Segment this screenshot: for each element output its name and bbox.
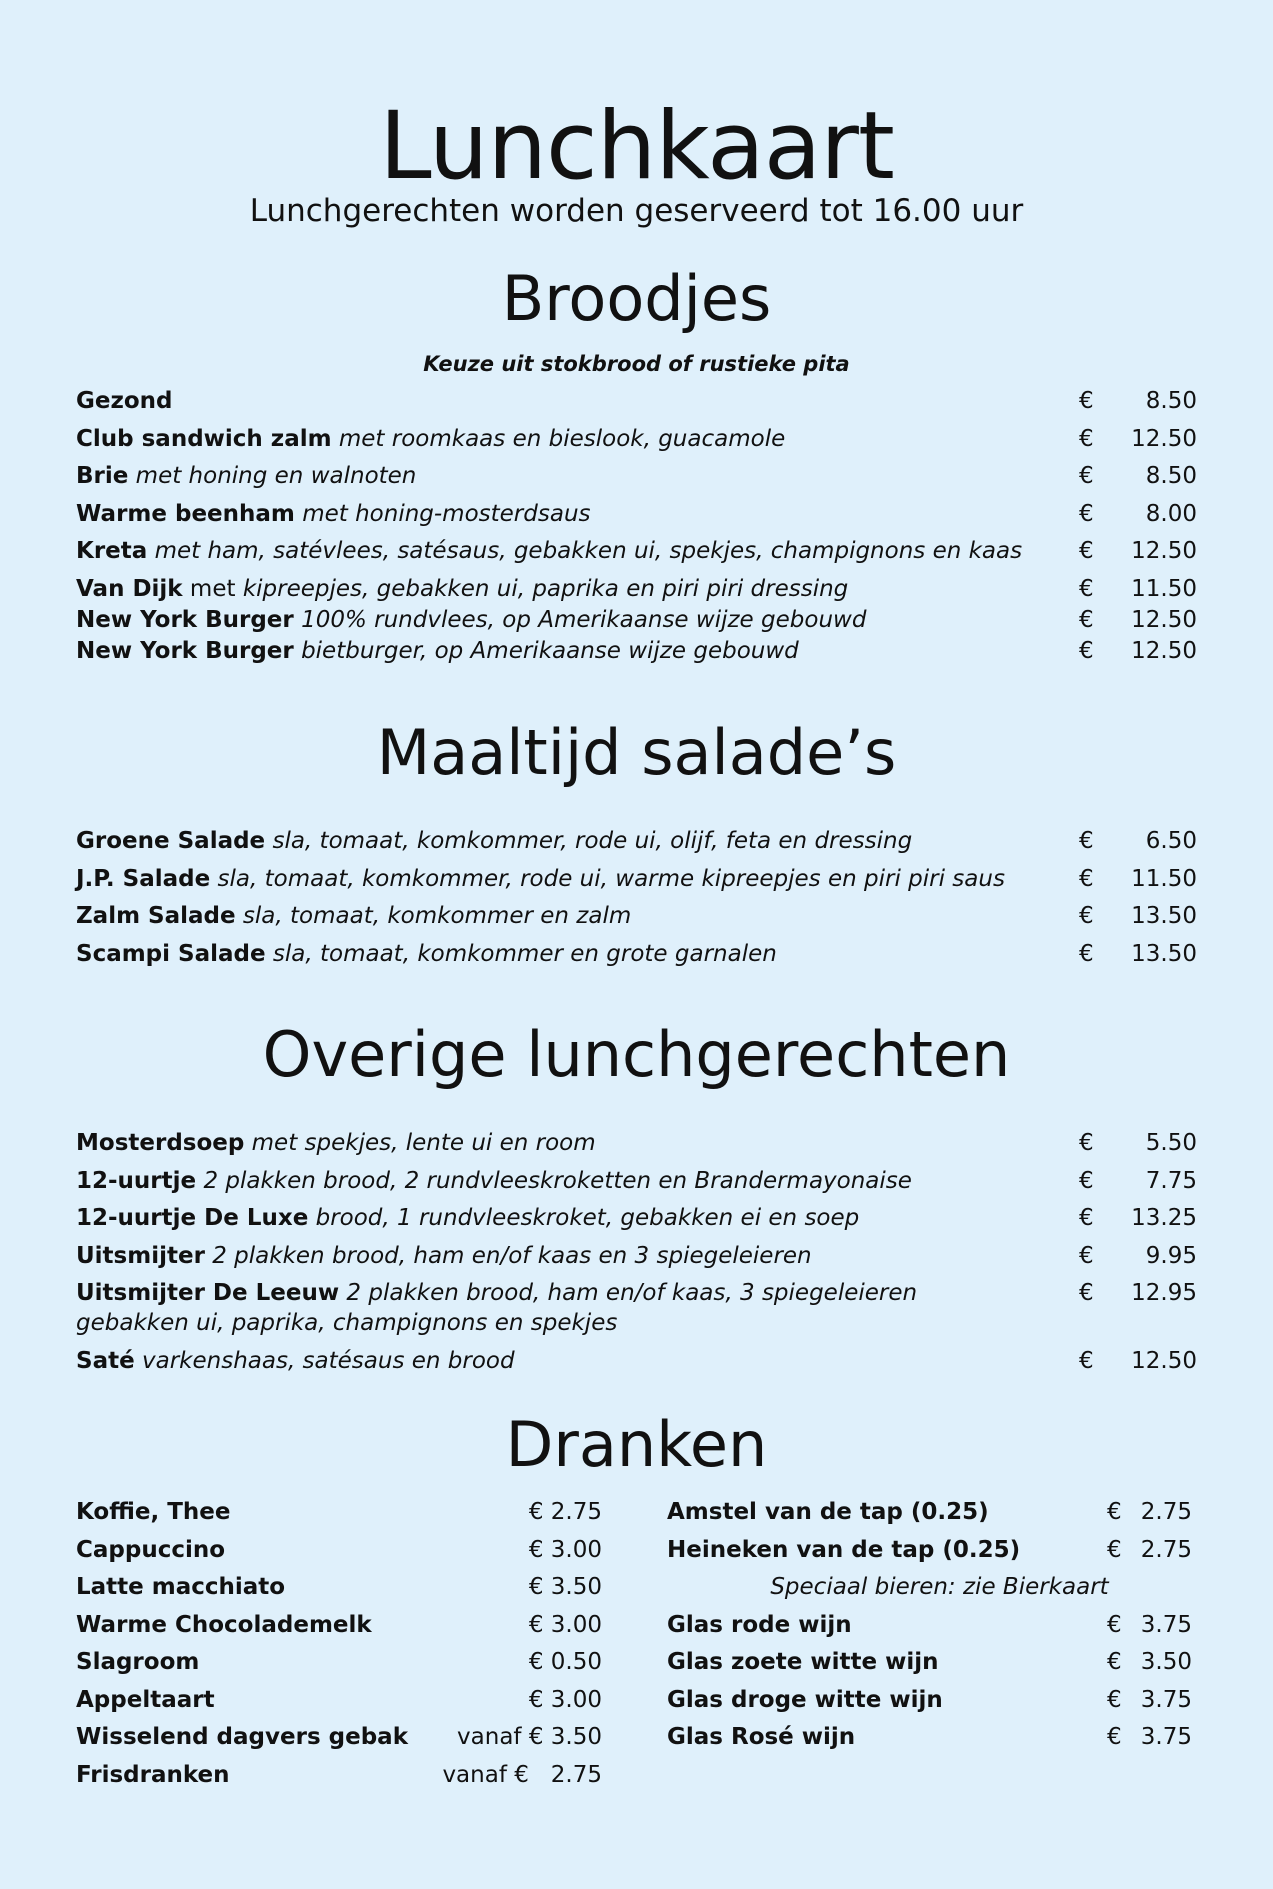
item-price: € 2.75: [1107, 1536, 1192, 1563]
item-name: Van Dijk: [76, 575, 183, 602]
item-price: € 3.75: [1107, 1686, 1192, 1713]
item-price: € 2.75: [1107, 1499, 1192, 1525]
list-item: [76, 424, 1197, 454]
item-description: sla, tomaat, komkommer en grote garnalen: [272, 940, 777, 967]
broodjes-note: Keuze uit stokbrood of rustieke pita: [423, 352, 850, 376]
list-item: [76, 864, 1197, 894]
list-item: [76, 1128, 1197, 1158]
item-price: € 3.50: [528, 1574, 602, 1600]
list-item: [76, 1278, 1197, 1338]
item-price: € 8.50: [1079, 388, 1197, 414]
item-description: 2 plakken brood, ham en/of kaas, 3 spiegeleieren: [346, 1280, 918, 1306]
item-name: Koffie, Thee: [76, 1499, 231, 1525]
list-item: [76, 1241, 1197, 1271]
item-price: € 12.50: [1079, 1347, 1197, 1374]
item-description: 100% rundvlees, op Amerikaanse wijze gebouwd: [301, 606, 867, 633]
section-title-salades: Maaltijd salade’s: [376, 716, 897, 789]
list-item: [76, 1572, 602, 1602]
list-item: [667, 1535, 1192, 1565]
item-name: Mosterdsoep: [76, 1130, 245, 1156]
list-item: [667, 1497, 1192, 1527]
drinks-list-hot: [76, 1497, 602, 1797]
item-description: brood, 1 rundvleeskroket, gebakken ei en soep: [315, 1205, 860, 1231]
list-item: [76, 826, 1197, 856]
item-name: Saté: [76, 1347, 135, 1374]
bierkaart-note: Speciaal bieren: zie Bierkaart: [770, 1574, 1109, 1600]
item-name: New York Burger: [76, 637, 294, 664]
item-description: sla, tomaat, komkommer, rode ui, olijf, feta en dressing: [272, 828, 913, 854]
list-item: [76, 386, 1197, 416]
list-item: [76, 1497, 602, 1527]
item-price: € 12.50: [1079, 606, 1197, 633]
item-price: € 13.25: [1079, 1205, 1197, 1231]
item-name: Wisselend dagvers gebak: [76, 1724, 408, 1750]
item-name: Gezond: [76, 388, 173, 414]
section-title-broodjes: Broodjes: [501, 262, 772, 335]
item-price: € 8.50: [1079, 463, 1197, 489]
item-price: € 11.50: [1079, 575, 1197, 602]
item-name: Heineken van de tap (0.25): [667, 1536, 1021, 1563]
list-item: [76, 1760, 602, 1790]
item-price: € 12.95: [1079, 1280, 1197, 1306]
item-name: Groene Salade: [76, 828, 266, 854]
item-name: Club sandwich zalm: [76, 425, 332, 452]
list-item: [76, 461, 1197, 491]
item-name: Cappuccino: [76, 1536, 226, 1563]
item-name: Amstel van de tap (0.25): [667, 1499, 989, 1525]
item-price: € 3.00: [528, 1686, 602, 1713]
item-name: Brie: [76, 463, 129, 489]
section-title-overige: Overige lunchgerechten: [262, 1018, 1011, 1091]
item-price: € 8.00: [1079, 500, 1197, 527]
item-price: € 13.50: [1079, 903, 1197, 929]
item-price: € 9.95: [1079, 1242, 1197, 1269]
item-price: € 2.75: [528, 1499, 602, 1525]
page-subtitle: Lunchgerechten worden geserveerd tot 16.00 uur: [249, 193, 1024, 229]
item-name: 12-uurtje: [76, 1167, 197, 1194]
item-price: € 12.50: [1079, 637, 1197, 664]
item-name: Uitsmijter De Leeuw: [76, 1280, 340, 1306]
item-description: 2 plakken brood, 2 rundvleeskroketten en Brandermayonaise: [203, 1167, 912, 1194]
item-name: Latte macchiato: [76, 1574, 286, 1600]
item-name: Frisdranken: [76, 1761, 230, 1788]
item-description: met ham, satévlees, satésaus, gebakken ui, spekjes, champignons en kaas: [154, 538, 1023, 564]
item-description: kipreepjes, gebakken ui, paprika en piri piri dressing: [242, 575, 849, 602]
list-item: [76, 1722, 602, 1752]
list-item: [76, 1203, 1197, 1233]
list-item: [76, 499, 1197, 529]
item-description: varkenshaas, satésaus en brood: [142, 1347, 515, 1374]
list-item: [76, 1346, 1197, 1376]
item-description: met honing en walnoten: [135, 463, 417, 489]
item-price: € 7.75: [1079, 1167, 1197, 1194]
item-name: Glas Rosé wijn: [667, 1724, 856, 1750]
item-name: Scampi Salade: [76, 940, 266, 967]
list-item: [667, 1685, 1192, 1715]
item-price: € 3.50: [1107, 1649, 1192, 1675]
list-item: [76, 574, 1197, 604]
item-name: Appeltaart: [76, 1686, 215, 1713]
item-name: Glas droge witte wijn: [667, 1686, 943, 1713]
item-price: € 5.50: [1079, 1130, 1197, 1156]
item-price: € 3.75: [1107, 1724, 1192, 1750]
item-description: sla, tomaat, komkommer, rode ui, warme kipreepjes en piri piri saus: [217, 865, 1005, 892]
list-item: [76, 1685, 602, 1715]
item-price: € 11.50: [1079, 865, 1197, 892]
item-price: € 13.50: [1079, 940, 1197, 967]
item-price: vanaf € 3.50: [457, 1724, 602, 1750]
item-name: Warme beenham: [76, 500, 295, 527]
list-item: [667, 1647, 1192, 1677]
list-item: [76, 1166, 1197, 1196]
broodjes-list: [76, 386, 1197, 667]
list-item: [76, 1535, 602, 1565]
item-price: vanaf € 2.75: [442, 1761, 602, 1788]
item-description: met roomkaas en bieslook, guacamole: [338, 425, 786, 452]
item-price: € 3.00: [528, 1536, 602, 1563]
item-name: J.P. Salade: [76, 865, 211, 892]
item-description: sla, tomaat, komkommer en zalm: [242, 903, 632, 929]
item-name: Slagroom: [76, 1649, 200, 1675]
item-price: € 3.75: [1107, 1611, 1192, 1638]
drinks-list-alcohol: [667, 1497, 1192, 1760]
item-name: Zalm Salade: [76, 903, 236, 929]
item-description: 2 plakken brood, ham en/of kaas en 3 spiegeleieren: [212, 1242, 812, 1269]
overige-list: [76, 1128, 1197, 1383]
list-item: [667, 1610, 1192, 1640]
item-description: met spekjes, lente ui en room: [251, 1130, 596, 1156]
item-description-continued: gebakken ui, paprika, champignons en spekjes: [76, 1310, 618, 1336]
page-title: Lunchkaart: [379, 92, 894, 201]
item-price: € 6.50: [1079, 828, 1197, 854]
salades-list: [76, 826, 1197, 976]
list-item: [76, 901, 1197, 931]
item-name: New York Burger: [76, 606, 294, 633]
item-description-plain: met: [189, 575, 236, 602]
list-item: [76, 636, 1197, 666]
item-price: € 3.00: [528, 1611, 602, 1638]
item-price: € 12.50: [1079, 538, 1197, 564]
list-item: [667, 1722, 1192, 1752]
list-item: [76, 939, 1197, 969]
item-name: Glas rode wijn: [667, 1611, 852, 1638]
list-item: [76, 536, 1197, 566]
item-price: € 0.50: [528, 1649, 602, 1675]
item-name: Kreta: [76, 538, 148, 564]
item-price: € 12.50: [1079, 425, 1197, 452]
item-description: met honing-mosterdsaus: [302, 500, 591, 527]
item-description: bietburger, op Amerikaanse wijze gebouwd: [301, 637, 799, 664]
list-item: [76, 605, 1197, 635]
list-item: [76, 1610, 602, 1640]
item-name: 12-uurtje De Luxe: [76, 1205, 309, 1231]
list-item: [76, 1647, 602, 1677]
item-name: Glas zoete witte wijn: [667, 1649, 939, 1675]
section-title-dranken: Dranken: [505, 1408, 768, 1481]
item-name: Warme Chocolademelk: [76, 1611, 372, 1638]
item-name: Uitsmijter: [76, 1242, 205, 1269]
